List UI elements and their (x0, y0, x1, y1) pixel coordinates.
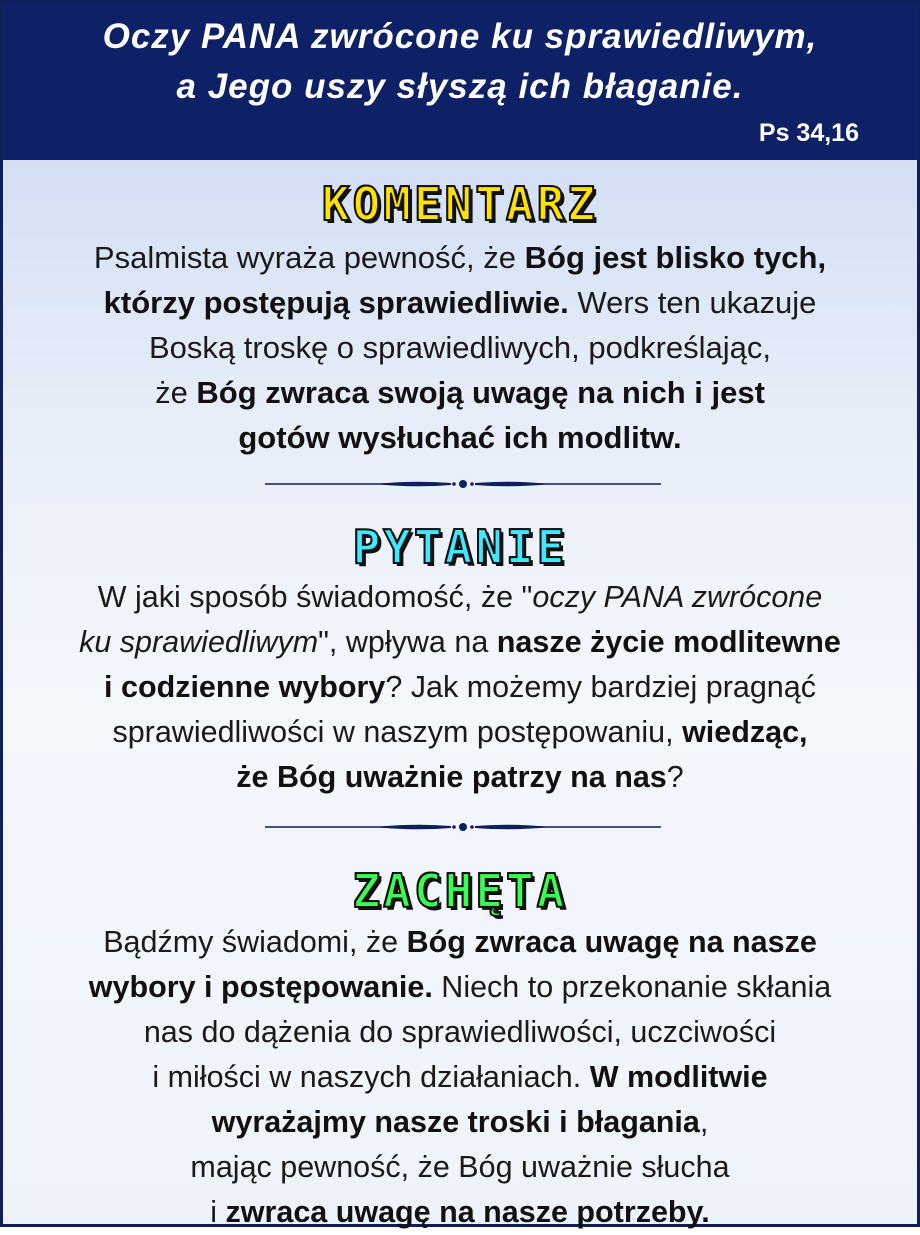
text-run: mając pewność, że Bóg uważnie słucha (190, 1150, 730, 1184)
text-run: Boską troskę o sprawiedliwych, podkreślając, (149, 330, 771, 365)
bold-run: W modlitwie (589, 1060, 768, 1094)
text-run: W jaki sposób świadomość, że " (97, 580, 533, 614)
zacheta-line (13, 1145, 907, 1190)
bold-run: wybory i postępowanie. (88, 970, 433, 1004)
pytanie-line (13, 620, 907, 665)
komentarz-line (13, 235, 907, 280)
text-run: Psalmista wyraża pewność, że (93, 240, 525, 275)
pytanie-line (13, 710, 907, 755)
text-run: ", wpływa na (318, 625, 497, 659)
komentarz-line (13, 325, 907, 370)
text-run: ? Jak możemy bardziej pragnąć (385, 670, 816, 704)
bold-run: że Bóg uważnie patrzy na nas (236, 760, 667, 794)
bold-run: gotów wysłuchać ich modlitw. (238, 420, 682, 455)
pytanie-text (13, 575, 907, 800)
ornament-divider (265, 820, 661, 834)
bold-run: wyrażajmy nasze troski i błagania (211, 1105, 700, 1139)
bold-run: Bóg zwraca uwagę na nasze (406, 925, 817, 959)
pytanie-line (13, 575, 907, 620)
verse-reference: Ps 34,16 (758, 119, 859, 147)
ornament-divider (265, 477, 661, 491)
bold-run: Bóg jest blisko tych, (524, 240, 827, 275)
pytanie-line (13, 665, 907, 710)
bold-run: nasze życie modlitewne (496, 625, 841, 659)
text-run: Wers ten ukazuje (568, 285, 817, 320)
bold-run: Bóg zwraca swoją uwagę na nich i jest (196, 375, 765, 410)
komentarz-text (13, 235, 907, 460)
zacheta-heading: ZACHĘTA (352, 864, 568, 918)
zacheta-line (13, 920, 907, 965)
bold-run: i codzienne wybory (104, 670, 386, 704)
zacheta-line (13, 1010, 907, 1055)
komentarz-heading: KOMENTARZ (321, 177, 599, 231)
verse-header (3, 3, 917, 160)
text-run: , (699, 1105, 709, 1139)
text-run: że (155, 375, 197, 410)
text-run: Niech to przekonanie skłania (432, 970, 832, 1004)
zacheta-line (13, 1100, 907, 1145)
bold-run: wiedząc, (682, 715, 808, 749)
pytanie-line (13, 755, 907, 800)
verse-line-1: Oczy PANA zwrócone ku sprawiedliwym, (102, 17, 818, 56)
zacheta-line (13, 1055, 907, 1100)
komentarz-line (13, 370, 907, 415)
text-run: ? (666, 760, 684, 794)
zacheta-line (13, 1190, 907, 1235)
text-run: nas do dążenia do sprawiedliwości, uczciwości (143, 1015, 777, 1049)
verse-line-2: a Jego uszy słyszą ich błaganie. (176, 67, 744, 106)
komentarz-line (13, 415, 907, 460)
italic-run: ku sprawiedliwym (79, 625, 319, 659)
text-run: Bądźmy świadomi, że (103, 925, 407, 959)
text-run: i (210, 1195, 226, 1229)
italic-run: oczy PANA zwrócone (532, 580, 823, 614)
pytanie-heading: PYTANIE (352, 520, 568, 574)
text-run: i miłości w naszych działaniach. (152, 1060, 590, 1094)
bold-run: zwraca uwagę na nasze potrzeby. (225, 1195, 710, 1229)
zacheta-text (13, 920, 907, 1235)
text-run: sprawiedliwości w naszym postępowaniu, (112, 715, 683, 749)
bold-run: którzy postępują sprawiedliwie. (103, 285, 569, 320)
zacheta-line (13, 965, 907, 1010)
komentarz-line (13, 280, 907, 325)
